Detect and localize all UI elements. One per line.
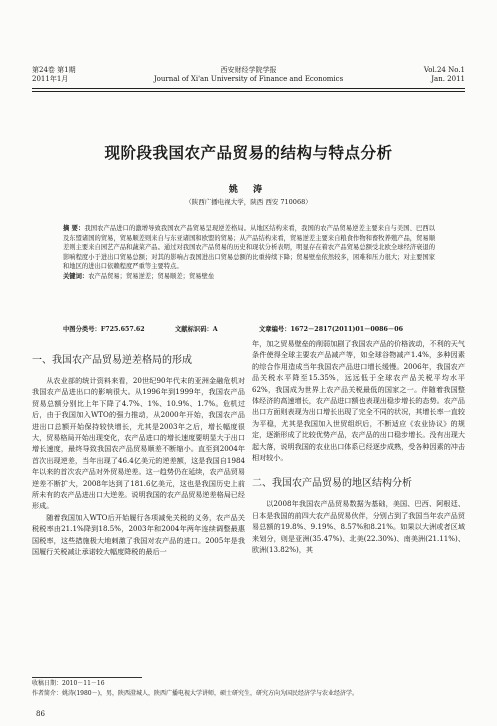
- paragraph: 年，加之贸易壁垒的削弱加剧了我国农产品的价格波动，不利的天气条件使得全球主要农产品减产等，如全球谷物减产1.4%，多种因素的综合作用造成当年我国农产品进口增长缓慢。2006年，我国农产品关税水平降至15.35%，远远低于全球农产品关税平均水平62%，我国成为世界上农产品关税最低的国家之一。伴随着我国整体经济的高速增长，农产品进口额也表现出稳步增长的态势。农产品出口方面则表现为出口增长出现了完全不同的状况，其增长率一直较为平稳，尤其是我国加入世贸组织后，不断适应《农业协议》的规定，逐渐形成了比较优势产品，农产品的出口稳步增长。没有出现大起大落，说明我国的农业出口体系已经逐步成熟，受各种因素的冲击相对较小。: [252, 339, 465, 463]
- article-number: 文章编号：1672－2817(2011)01－0086－06: [259, 326, 403, 333]
- document-code: 文献标识码：A: [175, 326, 218, 333]
- paper-title: 现阶段我国农产品贸易的结构与特点分析: [104, 143, 393, 162]
- abstract-text: 我国农产品进口的激增导致我国农产品贸易呈现逆差格局。从地区结构来看，我国的农产品贸易逆差主要来自与美国、巴西以及东盟诸国的贸易，贸易顺差则来自与东亚诸国和欧盟的贸易；从产品结构来看，贸易逆差主要来自粮食作物和畜牧养殖产品，贸易顺差则主要来自园艺产品和蔬菜产品。通过对我国农产品贸易的历史和现状分析表明，明显存在着农产品贸易总额受北欧全球经济衰退的影响程度小于进出口贸易总额；对其的影响占我国进出口贸易总额的比重持续下降；贸易壁垒依然较多，困难和压力很大；对主要国家和地区的进出口依赖程度严重等主要特点。: [63, 225, 435, 270]
- left-column: [32, 340, 245, 558]
- paragraph: 随着我国加入WTO后开始履行各项减免关税的义务，农产品关税税率由21.1%降到18.5%，2003年和2004年两年连续调整最惠国税率，这些措施极大地刺激了我国对农产品的进口。2005年是我国履行关税减让承诺较大幅度降税的最后一: [32, 512, 245, 557]
- author-name: 姚 涛: [228, 185, 269, 195]
- journal-name-cn: 西安财经学院学报: [220, 66, 277, 74]
- volume-issue: 第24卷 第1期: [32, 66, 76, 74]
- right-column: [252, 338, 465, 556]
- keywords-text: 农产品贸易；贸易逆差；贸易顺差；贸易壁垒: [88, 272, 215, 280]
- footnote-rule: [32, 677, 142, 678]
- paragraph: 从农业部的统计资料来看，20世纪90年代末的亚洲金融危机对我国农产品进出口的影响很大。从1996年到1999年，我国农产品贸易总额分别比上年下降了4.7%、1%、10.9%、1.7%。危机过后，由于我国加入WTO的强力推动，从2000年开始，我国农产品进出口总额开始保持较快增长，尤其是2003年之后，增长幅度很大，贸易格局开始出现变化，农产品进口的增长速度要明显大于出口增长速度，最终导致我国农产品贸易顺差不断缩小。直至到2004年首次出现逆差，当年出现了46.4亿美元的逆差额，这是我国自1984年以来的首次农产品对外贸易逆差。这一趋势仍在延续，农产品贸易逆差不断扩大，2008年达到了181.6亿美元，这也是我国历史上前所未有的农产品进出口大逆差。说明我国的农产品贸易逆差格局已经形成。: [32, 376, 245, 511]
- volume-issue-en: Vol.24 No.1: [423, 66, 465, 74]
- journal-volume-en: [424, 66, 465, 84]
- issue-date-en: Jan. 2011: [431, 75, 465, 83]
- issue-date: 2011年1月: [32, 75, 69, 83]
- abstract: [63, 224, 435, 281]
- author-intro: 作者简介：姚涛(1980－)，男，陕西澄城人，陕西广播电视大学讲师，硕士研究生，研究方向为国民经济学与农业经济学。: [32, 690, 358, 697]
- section-heading: 一、我国农产品贸易逆差格局的形成: [32, 355, 192, 366]
- journal-name: [32, 66, 465, 84]
- keywords-label: 关键词：: [63, 272, 89, 280]
- clc-number: 中图分类号：F725.657.62: [63, 326, 145, 333]
- section-heading: 二、我国农产品贸易的地区结构分析: [252, 478, 412, 490]
- received-date: 收稿日期：2010－11－16: [32, 680, 105, 687]
- abstract-label: 摘 要：: [63, 225, 85, 232]
- header-rule-thin: [32, 91, 465, 92]
- author-affiliation: （陕西广播电视大学，陕西 西安 710068）: [185, 198, 312, 206]
- page-number: 86: [36, 710, 45, 718]
- paragraph: 以2008年我国农产品贸易数据为基础，美国、巴西、阿根廷、日本是我国的前四大农产品贸易伙伴，分别占到了我国当年农产品贸易总额的19.8%、9.19%、8.57%和8.21%。如果以大洲或者区域来划分，则是亚洲(35.47%)、北美(22.30%)、南美洲(21.11%)、欧洲(13.82%)，其: [252, 499, 465, 555]
- header-rule: [32, 88, 465, 89]
- running-header: [32, 66, 465, 86]
- journal-name-en: Journal of Xi'an University of Finance and Economics: [153, 75, 344, 83]
